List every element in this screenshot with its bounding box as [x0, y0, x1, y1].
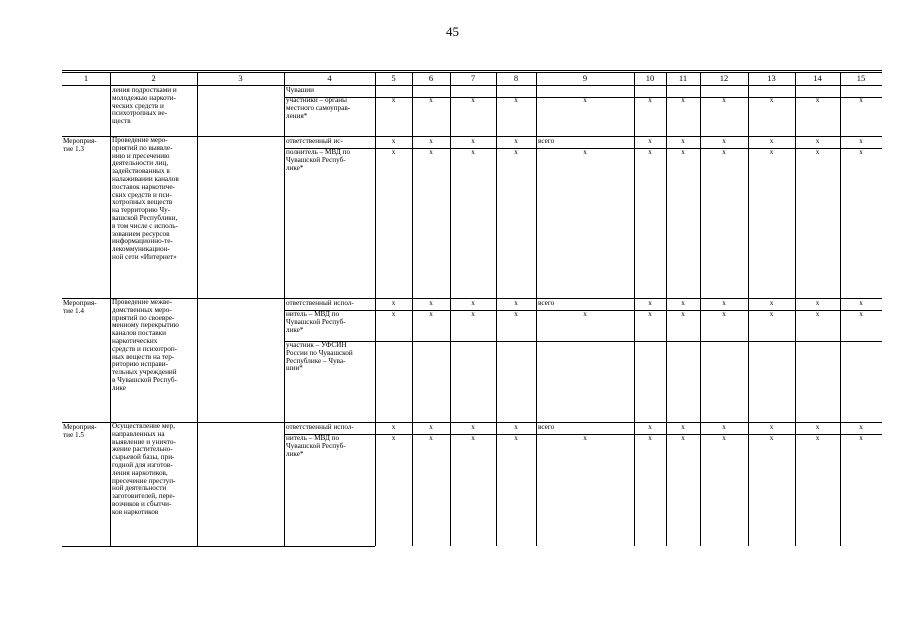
column-divider	[110, 72, 111, 546]
subrow-divider	[284, 97, 882, 98]
activity-description: ления подростками и молодежью наркоти- ческих средств и психотропных ве- ществ	[112, 86, 177, 126]
x-mark: x	[514, 434, 518, 442]
column-header: 10	[645, 73, 655, 83]
x-mark: x	[429, 423, 433, 431]
table-bottom-rule	[62, 546, 375, 547]
x-mark: x	[769, 96, 774, 104]
x-mark: x	[429, 148, 433, 156]
column-divider	[536, 72, 537, 546]
x-mark: x	[859, 299, 863, 307]
x-mark: x	[583, 434, 587, 442]
x-mark: x	[815, 96, 820, 104]
executor-text: ответственный ис-	[286, 137, 343, 145]
x-mark: x	[859, 434, 863, 442]
x-mark: x	[429, 96, 433, 104]
x-mark: x	[859, 148, 863, 156]
activity-label: Мероприя- тие 1.5	[63, 423, 97, 439]
total-label: всего	[538, 137, 555, 145]
x-mark: x	[648, 310, 652, 318]
executor-text: участники – органы местного самоуправ- ления*	[286, 96, 351, 120]
x-mark: x	[722, 423, 726, 431]
x-mark: x	[815, 148, 820, 156]
total-label: всего	[538, 423, 555, 431]
x-mark: x	[648, 148, 652, 156]
x-mark: x	[514, 96, 518, 104]
header-bottom-rule	[62, 85, 882, 86]
x-mark: x	[648, 96, 652, 104]
x-mark: x	[429, 299, 433, 307]
x-mark: x	[681, 434, 685, 442]
x-mark: x	[722, 434, 726, 442]
x-mark: x	[859, 137, 863, 145]
column-header: 5	[391, 73, 396, 83]
x-mark: x	[391, 148, 396, 156]
x-mark: x	[681, 299, 685, 307]
page-number: 45	[446, 24, 459, 39]
x-mark: x	[471, 434, 475, 442]
column-header: 15	[856, 73, 866, 83]
executor-text: нитель – МВД по Чувашской Респуб- лике*	[286, 310, 346, 334]
x-mark: x	[681, 148, 685, 156]
executor-text: полнитель – МВД по Чувашской Респуб- лике*	[286, 148, 351, 172]
column-header: 12	[719, 73, 729, 83]
x-mark: x	[769, 148, 774, 156]
column-header: 2	[151, 73, 156, 83]
column-header: 8	[513, 73, 519, 83]
x-mark: x	[815, 310, 820, 318]
x-mark: x	[429, 434, 433, 442]
x-mark: x	[648, 423, 652, 431]
column-header: 1	[83, 73, 89, 83]
activity-description: Проведение меро- приятий по выявле- нию и пресечению деятельности лиц, задействованных в налаживании каналов поставок наркотиче- ских средств и пси- хотропных веществ на территорию Чу- вашской Республики, в том числе с исполь- зованием ресурсов информационно-те- лекоммуникацион- ной сети «Интернет»	[112, 136, 179, 261]
x-mark: x	[391, 299, 396, 307]
executor-text: ответственный испол-	[286, 423, 354, 431]
x-mark: x	[722, 137, 726, 145]
x-mark: x	[514, 148, 518, 156]
activity-label: Мероприя- тие 1.4	[63, 299, 97, 315]
x-mark: x	[648, 137, 652, 145]
x-mark: x	[815, 299, 820, 307]
column-header: 13	[767, 73, 776, 83]
x-mark: x	[769, 423, 774, 431]
x-mark: x	[722, 310, 726, 318]
activity-description: Осуществление мер, направленных на выявление и уничто- жение растительно- сырьевой базы, при- годной для изготов- ления наркотиков, пресечение преступ- ной деятельности заготовителей, пере- возчиков и сбытчи- ков наркотиков	[112, 422, 176, 516]
x-mark: x	[391, 96, 396, 104]
x-mark: x	[815, 423, 820, 431]
column-header: 11	[678, 73, 688, 83]
x-mark: x	[859, 423, 863, 431]
column-header: 9	[582, 73, 588, 83]
x-mark: x	[471, 137, 475, 145]
x-mark: x	[769, 434, 774, 442]
x-mark: x	[471, 96, 475, 104]
x-mark: x	[429, 137, 433, 145]
x-mark: x	[815, 434, 820, 442]
column-header: 7	[470, 73, 476, 83]
x-mark: x	[722, 299, 726, 307]
x-mark: x	[681, 310, 685, 318]
subrow-divider	[284, 148, 882, 149]
x-mark: x	[681, 96, 685, 104]
subrow-divider	[284, 434, 882, 435]
x-mark: x	[514, 423, 518, 431]
activity-description: Проведение межве- домственных меро- приятий по своевре- менному перекрытию каналов поставки наркотических средств и психотроп- ных веществ на тер- риторию исправи- тельных учреждений в Чувашской Респуб- лике	[112, 298, 179, 392]
x-mark: x	[769, 137, 774, 145]
x-mark: x	[471, 310, 475, 318]
x-mark: x	[815, 137, 820, 145]
x-mark: x	[859, 96, 863, 104]
x-mark: x	[769, 299, 774, 307]
x-mark: x	[391, 310, 396, 318]
x-mark: x	[429, 310, 433, 318]
subrow-divider	[284, 310, 882, 311]
subrow-divider	[284, 341, 882, 342]
activity-label: Мероприя- тие 1.3	[63, 137, 97, 153]
x-mark: x	[769, 310, 774, 318]
x-mark: x	[471, 148, 475, 156]
executor-text: участник – УФСИН России по Чувашской Республике – Чува- шии*	[286, 341, 353, 373]
column-divider	[284, 72, 285, 546]
x-mark: x	[681, 423, 685, 431]
x-mark: x	[648, 434, 652, 442]
x-mark: x	[471, 299, 475, 307]
x-mark: x	[514, 310, 518, 318]
total-label: всего	[538, 299, 555, 307]
x-mark: x	[583, 310, 587, 318]
executor-text: ответственный испол-	[286, 299, 354, 307]
x-mark: x	[514, 137, 518, 145]
x-mark: x	[681, 137, 685, 145]
table-top-rule	[62, 70, 882, 71]
executor-text: нитель – МВД по Чувашской Респуб- лике*	[286, 434, 346, 458]
x-mark: x	[471, 423, 475, 431]
x-mark: x	[391, 434, 396, 442]
x-mark: x	[514, 299, 518, 307]
x-mark: x	[391, 423, 396, 431]
column-header: 6	[428, 73, 434, 83]
column-header: 14	[813, 73, 822, 83]
column-header: 4	[327, 73, 332, 83]
x-mark: x	[722, 148, 726, 156]
executor-text: Чувашии	[286, 86, 314, 94]
column-divider	[197, 72, 198, 546]
x-mark: x	[391, 137, 396, 145]
x-mark: x	[859, 310, 863, 318]
x-mark: x	[583, 148, 587, 156]
column-header: 3	[238, 73, 243, 83]
x-mark: x	[722, 96, 726, 104]
x-mark: x	[648, 299, 652, 307]
x-mark: x	[583, 96, 587, 104]
